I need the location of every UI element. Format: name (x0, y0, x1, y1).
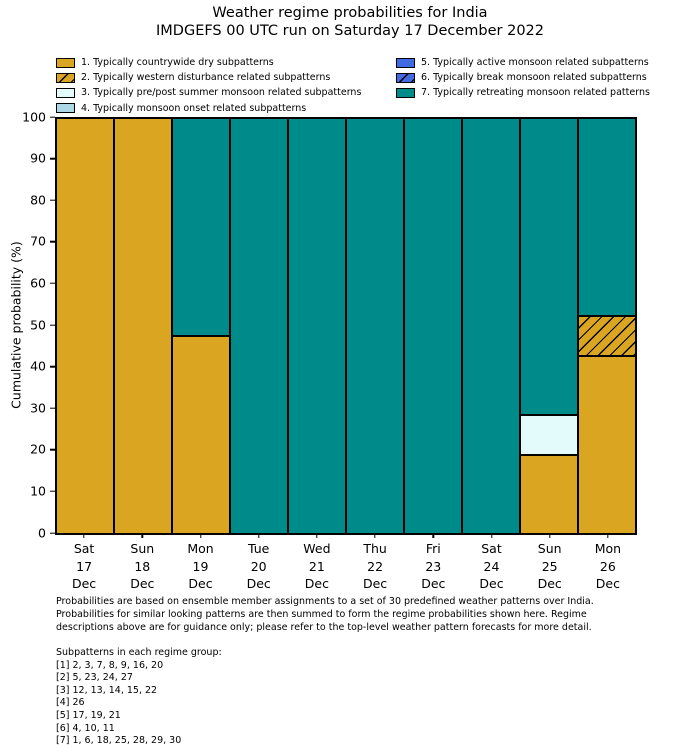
x-tick-mark (549, 534, 550, 538)
bar-segment (114, 118, 172, 534)
bar-segment (462, 118, 520, 534)
x-tick-label (595, 540, 621, 593)
x-tick-label-line: Dec (537, 576, 562, 591)
x-tick-label-line: 25 (541, 558, 558, 574)
legend-swatch (396, 58, 415, 68)
x-tick-label-line: Mon (187, 541, 214, 556)
stacked-bar (114, 118, 172, 534)
x-tick-label-line: 20 (250, 558, 267, 574)
x-tick-label-line: 24 (483, 558, 500, 574)
bar-segment (578, 118, 636, 316)
x-tick-mark (607, 534, 608, 538)
legend-item (396, 72, 650, 83)
bar-segment (520, 415, 578, 455)
stacked-bar (578, 118, 636, 534)
x-tick-label-line: Sat (481, 541, 502, 556)
x-tick-label-line: 17 (76, 558, 93, 574)
plot-area (55, 117, 637, 535)
x-tick-mark (433, 534, 434, 538)
x-tick-label-line: Dec (71, 576, 97, 591)
legend-swatch (56, 88, 75, 98)
x-tick-label (187, 540, 213, 593)
bar-segment (56, 118, 114, 534)
legend-item-label: 1. Typically countrywide dry subpatterns (81, 57, 274, 68)
legend-item (56, 57, 396, 68)
legend-item-label: 6. Typically break monsoon related subpatterns (421, 72, 647, 84)
legend-item (396, 57, 650, 68)
footer-line: descriptions above are for guidance only; please refer to the top-level weather pattern forecasts for more detail. (56, 622, 592, 633)
x-tick-label-line: 22 (367, 558, 384, 574)
legend-item (56, 72, 396, 83)
subpatterns-heading: Subpatterns in each regime group: (56, 647, 222, 658)
legend-swatch (56, 103, 75, 113)
x-tick-label-line: Mon (594, 541, 622, 556)
bar-segment (404, 118, 462, 534)
x-tick-label-line: Thu (363, 541, 387, 556)
subpatterns-group: [2] 5, 23, 24, 27 (56, 672, 133, 684)
chart-title: Weather regime probabilities for India (212, 5, 488, 21)
x-tick-label (538, 540, 562, 593)
x-tick-label (421, 540, 445, 593)
x-tick-mark (83, 534, 84, 538)
x-tick-label (247, 540, 271, 593)
bar-segment (346, 118, 404, 534)
y-tick-label: 0 (38, 524, 46, 540)
bar-segment (578, 356, 636, 534)
y-tick-label: 100 (22, 108, 46, 124)
x-tick-label-line: 26 (599, 558, 616, 574)
footer-line: Probabilities for similar looking patterns are then summed to form the regime probabilities shown here. Regime (56, 609, 587, 620)
x-tick-label-line: Sat (73, 541, 95, 556)
x-tick-label-line: Sun (537, 541, 562, 556)
legend-item (56, 87, 396, 98)
x-tick-label (72, 540, 96, 593)
stacked-bar (520, 118, 578, 534)
x-tick-label-line: Tue (248, 541, 270, 556)
stacked-bar (462, 118, 520, 534)
legend-swatch-hatched (396, 73, 415, 83)
legend-column-right (396, 57, 650, 118)
x-tick-label (130, 540, 154, 593)
subpatterns-group: [5] 17, 19, 21 (56, 709, 121, 721)
chart-title-block (0, 5, 700, 40)
legend-swatch (396, 88, 415, 98)
x-tick-mark (491, 534, 492, 538)
bar-segment (578, 316, 636, 356)
legend-item-label: 5. Typically active monsoon related subpatterns (421, 57, 649, 68)
x-tick-label-line: 23 (425, 558, 442, 574)
subpatterns-group: [4] 26 (56, 697, 85, 709)
x-tick-label-line: 19 (192, 558, 209, 574)
x-tick-label-line: Dec (595, 576, 620, 591)
x-tick-label-line: Dec (304, 576, 329, 591)
legend-item-label: 2. Typically western disturbance related subpatterns (81, 72, 331, 84)
legend (56, 57, 656, 118)
x-tick-mark (200, 534, 201, 538)
y-tick-label: 70 (30, 233, 46, 249)
x-tick-label (303, 540, 330, 593)
y-tick-label: 60 (30, 275, 46, 291)
x-tick-label (479, 540, 503, 593)
legend-item (396, 87, 650, 98)
stacked-bar (288, 118, 346, 534)
x-tick-label-line: Sun (130, 541, 155, 556)
x-axis (55, 534, 637, 596)
stacked-bar (172, 118, 230, 534)
x-tick-mark (316, 534, 317, 538)
x-tick-label-line: Wed (303, 541, 331, 556)
subpatterns-group: [1] 2, 3, 7, 8, 9, 16, 20 (56, 659, 164, 671)
bar-segment (230, 118, 288, 534)
legend-item-label: 3. Typically pre/post summer monsoon related subpatterns (81, 87, 362, 99)
bar-segment (520, 455, 578, 534)
x-tick-label (363, 540, 387, 593)
y-tick-label: 10 (30, 483, 46, 499)
x-tick-label-line: Dec (479, 576, 504, 591)
legend-item (56, 103, 396, 114)
x-tick-label-line: Dec (188, 576, 213, 591)
x-tick-label-line: 18 (134, 558, 151, 574)
y-axis (0, 108, 55, 540)
subpatterns-group: [6] 4, 10, 11 (56, 722, 115, 734)
legend-item-label: 7. Typically retreating monsoon related patterns (421, 87, 650, 99)
x-tick-label-line: Dec (246, 576, 271, 591)
bar-segment (520, 118, 578, 415)
legend-swatch (56, 58, 75, 68)
subpatterns-group: [3] 12, 13, 14, 15, 22 (56, 684, 158, 696)
x-tick-label-line: Dec (421, 576, 446, 591)
legend-swatch-hatched (56, 73, 75, 83)
y-tick-label: 40 (30, 358, 46, 374)
x-tick-label-line: Fri (425, 541, 441, 556)
x-tick-mark (374, 534, 375, 538)
bar-segment (288, 118, 346, 534)
y-tick-label: 30 (30, 399, 46, 415)
legend-item-label: 4. Typically monsoon onset related subpatterns (81, 102, 307, 114)
x-tick-label-line: 21 (308, 558, 325, 574)
stacked-bar (346, 118, 404, 534)
y-axis-label: Cumulative probability (%) (8, 241, 24, 409)
x-tick-label-line: Dec (362, 576, 388, 591)
stacked-bar (56, 118, 114, 534)
stacked-bar (230, 118, 288, 534)
x-tick-mark (258, 534, 259, 538)
y-tick-label: 90 (30, 150, 46, 166)
bar-segment (172, 118, 230, 336)
subpatterns-group: [7] 1, 6, 18, 25, 28, 29, 30 (56, 735, 182, 747)
y-tick-label: 80 (30, 191, 46, 207)
legend-column-left (56, 57, 396, 118)
chart-subtitle: IMDGEFS 00 UTC run on Saturday 17 December 2022 (156, 22, 544, 39)
bar-segment (172, 336, 230, 534)
stacked-bar (404, 118, 462, 534)
y-tick-label: 20 (30, 441, 46, 457)
footer-note (56, 595, 594, 634)
y-tick-label: 50 (30, 316, 46, 332)
footer-line: Probabilities are based on ensemble member assignments to a set of 30 predefined weather patterns over India. (56, 596, 594, 607)
x-tick-label-line: Dec (130, 576, 155, 591)
x-tick-mark (142, 534, 143, 538)
subpatterns-block (56, 647, 222, 748)
